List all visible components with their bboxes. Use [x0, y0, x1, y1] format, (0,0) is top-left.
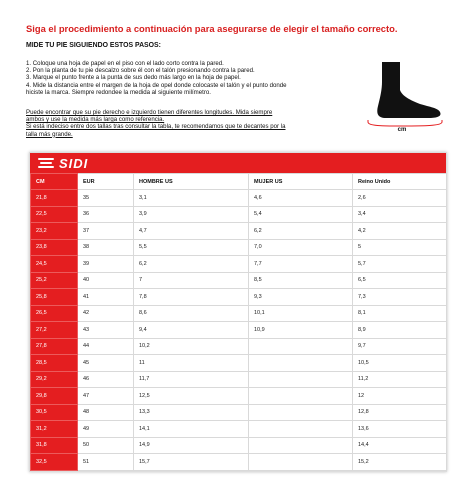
table-cell: 27,2: [31, 322, 78, 339]
table-row: [31, 421, 447, 438]
table-cell: [249, 421, 353, 438]
step-2: 2. Pon la planta de tu pie descalzo sobre él con el talón presionando contra la pared.: [26, 67, 255, 75]
table-cell: 7,0: [249, 239, 353, 256]
foot-silhouette: [377, 62, 440, 118]
table-cell: 8,9: [353, 322, 447, 339]
table-cell: 4,7: [134, 223, 249, 240]
table-row: [31, 371, 447, 388]
table-cell: 22,5: [31, 206, 78, 223]
size-chart: [29, 152, 447, 472]
table-cell: 12,5: [134, 388, 249, 405]
table-cell: 3,4: [353, 206, 447, 223]
table-cell: 8,1: [353, 305, 447, 322]
table-header-row: [31, 174, 447, 190]
table-cell: 11,2: [353, 371, 447, 388]
table-cell: [249, 404, 353, 421]
table-cell: 9,3: [249, 289, 353, 306]
table-cell: 29,8: [31, 388, 78, 405]
table-cell: 14,4: [353, 437, 447, 454]
table-cell: 10,2: [134, 338, 249, 355]
table-cell: 8,5: [249, 272, 353, 289]
table-cell: 11: [134, 355, 249, 372]
table-row: [31, 289, 447, 306]
table-cell: 9,4: [134, 322, 249, 339]
table-cell: 7,7: [249, 256, 353, 273]
table-cell: [249, 388, 353, 405]
size-table: [30, 173, 447, 471]
header-reino-unido: Reino Unido: [353, 174, 447, 190]
table-cell: 2,6: [353, 190, 447, 207]
notes: [26, 109, 346, 138]
table-cell: 41: [78, 289, 134, 306]
table-cell: 36: [78, 206, 134, 223]
header-cm: CM: [31, 174, 78, 190]
table-cell: 46: [78, 371, 134, 388]
table-cell: 3,9: [134, 206, 249, 223]
table-cell: 49: [78, 421, 134, 438]
table-cell: 7: [134, 272, 249, 289]
table-cell: 44: [78, 338, 134, 355]
table-cell: 45: [78, 355, 134, 372]
table-cell: 50: [78, 437, 134, 454]
table-cell: 5,5: [134, 239, 249, 256]
table-cell: 23,8: [31, 239, 78, 256]
table-cell: 32,5: [31, 454, 78, 471]
table-cell: [249, 437, 353, 454]
table-cell: 4,2: [353, 223, 447, 240]
table-cell: 38: [78, 239, 134, 256]
table-cell: 24,5: [31, 256, 78, 273]
measure-unit-label: cm: [397, 127, 407, 132]
table-row: [31, 355, 447, 372]
table-cell: 29,2: [31, 371, 78, 388]
note-line-4: talla más grande.: [26, 130, 73, 138]
table-cell: [249, 454, 353, 471]
table-cell: 10,1: [249, 305, 353, 322]
step-4: 4. Mide la distancia entre el margen de la hoja de opel donde colocaste el talón y el punto donde: [26, 81, 287, 89]
table-row: [31, 338, 447, 355]
table-cell: 10,9: [249, 322, 353, 339]
steps-list: [26, 60, 366, 96]
table-cell: 6,2: [134, 256, 249, 273]
table-cell: [249, 371, 353, 388]
header-eur: EUR: [78, 174, 134, 190]
table-cell: 42: [78, 305, 134, 322]
brand-logo-text: SIDI: [59, 155, 89, 171]
table-cell: 6,5: [353, 272, 447, 289]
table-cell: 39: [78, 256, 134, 273]
table-cell: 47: [78, 388, 134, 405]
step-3: 3. Marque el punto frente a la punta de sus dedo más largo en la hoja de papel.: [26, 74, 241, 82]
table-cell: 12: [353, 388, 447, 405]
table-cell: 10,5: [353, 355, 447, 372]
table-cell: 28,5: [31, 355, 78, 372]
table-row: [31, 322, 447, 339]
table-cell: 8,6: [134, 305, 249, 322]
table-cell: 14,9: [134, 437, 249, 454]
measure-arrow: [368, 120, 442, 126]
note-line-3: Si está indeciso entre dos tallas tras consultar la tabla, te recomendamos que te decantes por la: [26, 123, 286, 131]
table-cell: 30,5: [31, 404, 78, 421]
header-mujer-us: MUJER US: [249, 174, 353, 190]
table-cell: 13,6: [353, 421, 447, 438]
table-cell: 15,2: [353, 454, 447, 471]
table-cell: 7,3: [353, 289, 447, 306]
brand-logo: [38, 156, 88, 170]
instructions-heading: MIDE TU PIE SIGUIENDO ESTOS PASOS:: [26, 42, 161, 49]
table-cell: 37: [78, 223, 134, 240]
table-cell: 43: [78, 322, 134, 339]
table-cell: 5,4: [249, 206, 353, 223]
table-cell: [249, 355, 353, 372]
foot-measure-diagram: [362, 60, 446, 132]
brand-band: [30, 153, 446, 173]
table-cell: 7,8: [134, 289, 249, 306]
step-4-cont: hiciste la marca. Siempre redondee la medida al siguiente milímetro.: [26, 88, 211, 96]
table-cell: 25,2: [31, 272, 78, 289]
table-row: [31, 223, 447, 240]
table-row: [31, 206, 447, 223]
note-line-2: ambos y use la medida más larga como referencia.: [26, 116, 165, 124]
table-cell: 3,1: [134, 190, 249, 207]
table-row: [31, 190, 447, 207]
table-cell: 5: [353, 239, 447, 256]
table-cell: [249, 338, 353, 355]
table-cell: 13,3: [134, 404, 249, 421]
step-1: 1. Coloque una hoja de papel en el piso con el lado corto contra la pared.: [26, 60, 224, 67]
table-row: [31, 388, 447, 405]
table-cell: 40: [78, 272, 134, 289]
table-cell: 27,8: [31, 338, 78, 355]
table-row: [31, 454, 447, 471]
table-cell: 31,2: [31, 421, 78, 438]
table-cell: 51: [78, 454, 134, 471]
table-cell: 23,2: [31, 223, 78, 240]
table-cell: 21,8: [31, 190, 78, 207]
table-row: [31, 239, 447, 256]
table-cell: 11,7: [134, 371, 249, 388]
table-cell: 26,5: [31, 305, 78, 322]
note-line-1: Puede encontrar que su pie derecho e izquierdo tienen diferentes longitudes. Mida siempre: [26, 109, 273, 116]
table-cell: 15,7: [134, 454, 249, 471]
table-cell: 48: [78, 404, 134, 421]
table-cell: 14,1: [134, 421, 249, 438]
table-row: [31, 272, 447, 289]
table-cell: 6,2: [249, 223, 353, 240]
page-title: Siga el procedimiento a continuación para asegurarse de elegir el tamaño correcto.: [26, 23, 398, 34]
table-cell: 5,7: [353, 256, 447, 273]
table-cell: 31,8: [31, 437, 78, 454]
table-cell: 12,8: [353, 404, 447, 421]
table-row: [31, 404, 447, 421]
table-row: [31, 305, 447, 322]
header-hombre-us: HOMBRE US: [134, 174, 249, 190]
table-cell: 35: [78, 190, 134, 207]
table-cell: 4,6: [249, 190, 353, 207]
table-row: [31, 437, 447, 454]
table-cell: 25,8: [31, 289, 78, 306]
sidi-logo-icon: [38, 158, 56, 168]
table-row: [31, 256, 447, 273]
table-cell: 9,7: [353, 338, 447, 355]
